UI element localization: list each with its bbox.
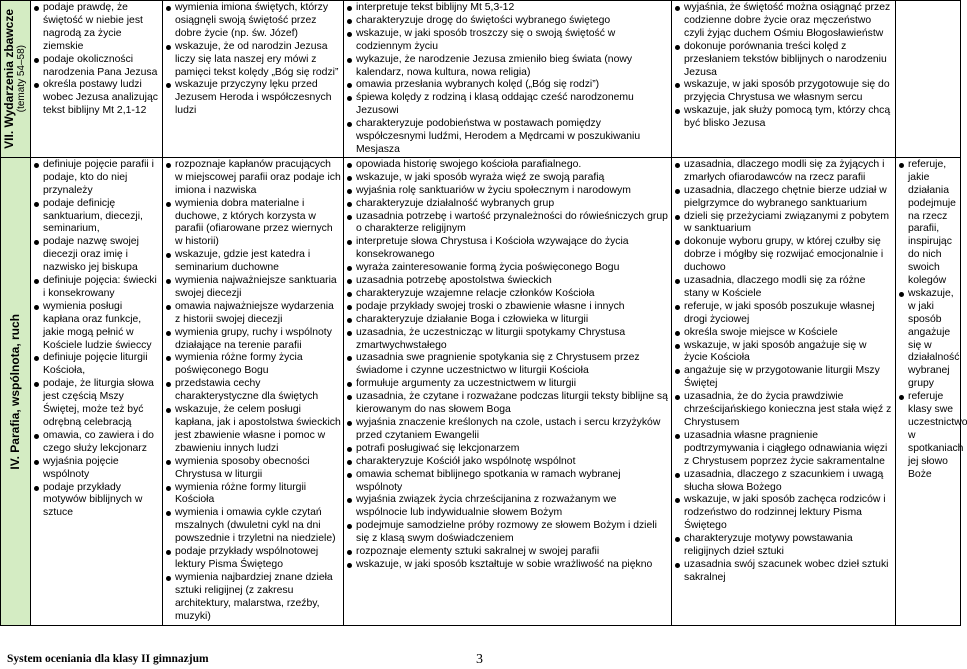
list-item: uzasadnia swe pragnienie spotykania się z Chrystusem przez świadome i czynne uczestnictwo w liturgii Kościoła bbox=[346, 352, 669, 378]
section-header-cell bbox=[1, 1, 31, 158]
list-item: wskazuje, w jaki sposób przygotowuje się do przyjęcia Chrystusa we własnym sercu bbox=[674, 79, 893, 105]
list-item: dokonuje porównania treści kolęd z przesłaniem tekstów biblijnych o narodzeniu Jezusa bbox=[674, 41, 893, 80]
requirements-column-2 bbox=[163, 157, 344, 625]
list-item: rozpoznaje kapłanów pracujących w miejscowej parafii oraz podaje ich imiona i nazwiska bbox=[165, 159, 341, 198]
list-item: podaje prawdę, że świętość w niebie jest nagrodą za życie ziemskie bbox=[33, 2, 160, 54]
list-item: omawia schemat biblijnego spotkania w ramach wybranej wspólnoty bbox=[346, 469, 669, 495]
list-item: charakteryzuje podobieństwa w postawach pomiędzy współczesnymi ludźmi, Herodem a Mędrcami w poszukiwaniu Mesjasza bbox=[346, 118, 669, 157]
list-item: wskazuje, w jaki sposób angażuje się w działalność wybranej grupy bbox=[898, 288, 958, 391]
requirements-column-4 bbox=[672, 1, 896, 158]
section-row bbox=[1, 157, 961, 625]
list-item: przedstawia cechy charakterystyczne dla świętych bbox=[165, 378, 341, 404]
requirements-column-3 bbox=[344, 157, 672, 625]
list-item: określa swoje miejsce w Kościele bbox=[674, 327, 893, 340]
list-item: charakteryzuje wzajemne relacje członków Kościoła bbox=[346, 288, 669, 301]
list-item: rozpoznaje elementy sztuki sakralnej w swojej parafii bbox=[346, 546, 669, 559]
list-item: angażuje się w przygotowanie liturgii Mszy Świętej bbox=[674, 365, 893, 391]
list-item: wykazuje, że narodzenie Jezusa zmieniło bieg świata (nowy kalendarz, nowa kultura, nowa religia) bbox=[346, 54, 669, 80]
list-item: wyjaśnia związek życia chrześcijanina z rozważanym we wspólnocie lub indywidualnie słowem Bożym bbox=[346, 494, 669, 520]
list-item: wyjaśnia rolę sanktuariów w życiu społecznym i narodowym bbox=[346, 185, 669, 198]
list-item: dokonuje wyboru grupy, w której czułby się dobrze i mógłby się rozwijać emocjonalnie i duchowo bbox=[674, 236, 893, 275]
list-item: potrafi posługiwać się lekcjonarzem bbox=[346, 443, 669, 456]
list-item: wskazuje, w jaki sposób wyraża więź ze swoją parafią bbox=[346, 172, 669, 185]
list-item: uzasadnia swój szacunek wobec dzieł sztuki sakralnej bbox=[674, 559, 893, 585]
list-item: uzasadnia, że uczestnicząc w liturgii spotykamy Chrystusa zmartwychwstałego bbox=[346, 327, 669, 353]
list-item: referuje, w jaki sposób poszukuje własnej drogi życiowej bbox=[674, 301, 893, 327]
list-item: charakteryzuje drogę do świętości wybranego świętego bbox=[346, 15, 669, 28]
list-item: uzasadnia potrzebę i wartość przynależności do rówieśniczych grup o charakterze religijnym bbox=[346, 211, 669, 237]
section-subtitle: (tematy 54–58) bbox=[16, 45, 27, 113]
requirements-column-5 bbox=[896, 1, 961, 158]
list-item: wymienia najważniejsze sanktuaria swojej diecezji bbox=[165, 275, 341, 301]
list-item: interpretuje tekst biblijny Mt 5,3-12 bbox=[346, 2, 669, 15]
section-title: IV. Parafia, wspólnota, ruch bbox=[8, 313, 22, 470]
requirements-column-2 bbox=[163, 1, 344, 158]
list-item: dzieli się przeżyciami związanymi z pobytem w sanktuarium bbox=[674, 211, 893, 237]
list-item: formułuje argumenty za uczestnictwem w liturgii bbox=[346, 378, 669, 391]
list-item: podaje definicję sanktuarium, diecezji, seminarium, bbox=[33, 198, 160, 237]
list-item: podaje okoliczności narodzenia Pana Jezusa bbox=[33, 54, 160, 80]
list-item: definiuje pojęcie parafii i podaje, kto do niej przynależy bbox=[33, 159, 160, 198]
section-row bbox=[1, 1, 961, 158]
list-item: wskazuje, że celem posługi kapłana, jak i apostolstwa świeckich jest zbawienie własne i pomoc w zbawieniu innych ludzi bbox=[165, 404, 341, 456]
list-item: podaje przykłady motywów biblijnych w sztuce bbox=[33, 482, 160, 521]
list-item: wymienia sposoby obecności Chrystusa w liturgii bbox=[165, 456, 341, 482]
list-item: uzasadnia, że czytane i rozważane podczas liturgii teksty biblijne są kierowanym do nas słowem Boga bbox=[346, 391, 669, 417]
list-item: uzasadnia, dlaczego chętnie bierze udział w pielgrzymce do wybranego sanktuarium bbox=[674, 185, 893, 211]
page-number: 3 bbox=[476, 652, 483, 667]
list-item: omawia najważniejsze wydarzenia z historii swojej diecezji bbox=[165, 301, 341, 327]
list-item: interpretuje słowa Chrystusa i Kościoła wzywające do życia konsekrowanego bbox=[346, 236, 669, 262]
section-title: VII. Wydarzenia zbawcze bbox=[2, 9, 16, 149]
list-item: podaje nazwę swojej diecezji oraz imię i nazwisko jej biskupa bbox=[33, 236, 160, 275]
list-item: charakteryzuje działanie Boga i człowieka w liturgii bbox=[346, 314, 669, 327]
requirements-column-1 bbox=[31, 157, 163, 625]
list-item: określa postawy ludzi wobec Jezusa analizując tekst biblijny Mt 2,1-12 bbox=[33, 79, 160, 118]
list-item: wskazuje, gdzie jest katedra i seminarium duchowne bbox=[165, 249, 341, 275]
list-item: charakteryzuje motywy powstawania religijnych dzieł sztuki bbox=[674, 533, 893, 559]
list-item: wymienia imiona świętych, którzy osiągnęli swoją świętość przez dobre życie (np. św. Józef) bbox=[165, 2, 341, 41]
list-item: definiuje pojęcie liturgii Kościoła, bbox=[33, 352, 160, 378]
list-item: podejmuje samodzielne próby rozmowy ze słowem Bożym i dzieli się z klasą swym doświadczeniem bbox=[346, 520, 669, 546]
list-item: wymienia najbardziej znane dzieła sztuki religijnej (z zakresu architektury, malarstwa, rzeźby, muzyki) bbox=[165, 572, 341, 624]
list-item: wyjaśnia, że świętość można osiągnąć przez codzienne dobre życie oraz męczeństwo czyli żyjąc duchem Ośmiu Błogosławieństw bbox=[674, 2, 893, 41]
list-item: wskazuje, w jaki sposób kształtuje w sobie wrażliwość na piękno bbox=[346, 559, 669, 572]
list-item: wymienia posługi kapłana oraz funkcje, jakie mogą pełnić w Kościele ludzie świeccy bbox=[33, 301, 160, 353]
list-item: podaje, że liturgia słowa jest częścią Mszy Świętej, może też być odrębną celebracją bbox=[33, 378, 160, 430]
list-item: omawia, co zawiera i do czego służy lekcjonarz bbox=[33, 430, 160, 456]
requirements-column-4 bbox=[672, 157, 896, 625]
list-item: wymienia grupy, ruchy i wspólnoty działające na terenie parafii bbox=[165, 327, 341, 353]
list-item: wskazuje, w jaki sposób angażuje się w życie Kościoła bbox=[674, 340, 893, 366]
list-item: wyraża zainteresowanie formą życia poświęconego Bogu bbox=[346, 262, 669, 275]
list-item: uzasadnia potrzebę apostolstwa świeckich bbox=[346, 275, 669, 288]
list-item: uzasadnia własne pragnienie podtrzymywania i ciągłego odnawiania więzi z Chrystusem poprzez życie sakramentalne bbox=[674, 430, 893, 469]
list-item: wymienia różne formy liturgii Kościoła bbox=[165, 482, 341, 508]
requirements-column-5 bbox=[896, 157, 967, 625]
list-item: wskazuje, jak służy pomocą tym, którzy chcą być blisko Jezusa bbox=[674, 105, 893, 131]
requirements-column-1 bbox=[31, 1, 163, 158]
list-item: wyjaśnia pojęcie wspólnoty bbox=[33, 456, 160, 482]
list-item: wskazuje, w jaki sposób zachęca rodziców i rodzeństwo do rodzinnej lektury Pisma Świętego bbox=[674, 494, 893, 533]
list-item: śpiewa kolędy z rodziną i klasą oddając cześć narodzonemu Jezusowi bbox=[346, 92, 669, 118]
list-item: wskazuje, w jaki sposób troszczy się o swoją świętość w codziennym życiu bbox=[346, 28, 669, 54]
list-item: charakteryzuje Kościół jako wspólnotę wspólnot bbox=[346, 456, 669, 469]
list-item: podaje przykłady wspólnotowej lektury Pisma Świętego bbox=[165, 546, 341, 572]
list-item: uzasadnia, dlaczego modli się za różne stany w Kościele bbox=[674, 275, 893, 301]
list-item: omawia przesłania wybranych kolęd („Bóg się rodzi”) bbox=[346, 79, 669, 92]
list-item: wymienia różne formy życia poświęconego Bogu bbox=[165, 352, 341, 378]
list-item: charakteryzuje działalność wybranych grup bbox=[346, 198, 669, 211]
list-item: referuje klasy swe uczestnictwo w spotkaniach jej słowo Boże bbox=[898, 391, 958, 481]
section-header-cell bbox=[1, 157, 31, 625]
requirements-column-3 bbox=[344, 1, 672, 158]
list-item: definiuje pojęcia: świecki i konsekrowany bbox=[33, 275, 160, 301]
list-item: referuje, jakie działania podejmuje na rzecz parafii, inspirując do nich swoich kolegów bbox=[898, 159, 958, 288]
list-item: uzasadnia, dlaczego z szacunkiem i uwagą słucha słowa Bożego bbox=[674, 469, 893, 495]
list-item: podaje przykłady swojej troski o zbawienie własne i innych bbox=[346, 301, 669, 314]
footer-title: System oceniania dla klasy II gimnazjum bbox=[7, 653, 209, 665]
list-item: uzasadnia, dlaczego modli się za żyjących i zmarłych ofiarodawców na rzecz parafii bbox=[674, 159, 893, 185]
list-item: uzasadnia, że do życia prawdziwie chrześcijańskiego konieczna jest stała więź z Chrystusem bbox=[674, 391, 893, 430]
list-item: wymienia dobra materialne i duchowe, z których korzysta w parafii (ofiarowane przez wiernych w historii) bbox=[165, 198, 341, 250]
list-item: wskazuje, że od narodzin Jezusa liczy się lata naszej ery mówi z pamięci tekst kolędy „Bóg się rodzi” bbox=[165, 41, 341, 80]
list-item: wymienia i omawia cykle czytań mszalnych (dwuletni cykl na dni powszednie i trzyletni na niedziele) bbox=[165, 507, 341, 546]
list-item: wyjaśnia znaczenie kreślonych na czole, ustach i sercu krzyżyków przed czytaniem Ewangelii bbox=[346, 417, 669, 443]
list-item: wskazuje przyczyny lęku przed Jezusem Heroda i współczesnych ludzi bbox=[165, 79, 341, 118]
list-item: opowiada historię swojego kościoła parafialnego. bbox=[346, 159, 669, 172]
